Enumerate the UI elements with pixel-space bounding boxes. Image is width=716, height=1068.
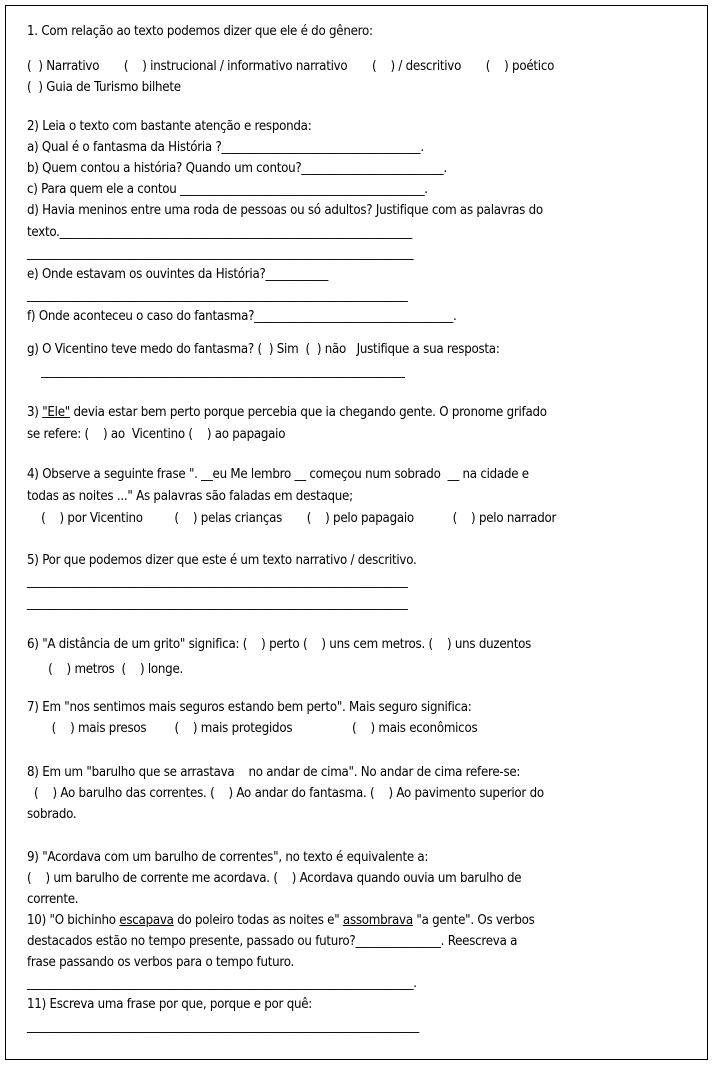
q2-g-line1: g) O Vicentino teve medo do fantasma? ( ) Sim ( ) não Justifique a sua resposta: (27, 342, 500, 357)
q4-options: ( ) por Vicentino ( ) pelas crianças ( ) pelo papagaio ( ) pelo narrador (27, 511, 557, 526)
q2-d-line2: texto.______________________________________________________________ (27, 225, 412, 240)
q10-answer-line: ____________________________________________________________________. (27, 976, 417, 991)
q2-prompt: 2) Leia o texto com bastante atenção e responda: (27, 119, 312, 134)
q9-line3: corrente. (27, 892, 79, 907)
q2-a: a) Qual é o fantasma da História ?___________________________________. (27, 140, 424, 155)
q7-options: ( ) mais presos ( ) mais protegidos ( ) mais econômicos (27, 721, 478, 736)
q5-answer-line2: ___________________________________________________________________ (27, 596, 408, 611)
q10-text: "a gente". Os verbos (412, 913, 535, 928)
q2-f: f) Onde aconteceu o caso do fantasma?___________________________________. (27, 309, 457, 324)
q10-text: 10) "O bichinho (27, 913, 120, 928)
q3-line1 (27, 405, 547, 421)
q4-line2: todas as noites ..." As palavras são faladas em destaque; (27, 489, 353, 504)
q6-line1: 6) "A distância de um grito" significa: ( ) perto ( ) uns cem metros. ( ) uns duzentos (27, 637, 532, 652)
q8-line3: sobrado. (27, 807, 77, 822)
q11-answer-line: _____________________________________________________________________ (27, 1019, 419, 1034)
q10-line2: destacados estão no tempo presente, passado ou futuro?_______________. Reescreva a (27, 934, 518, 949)
q3-prefix: 3) (27, 405, 43, 420)
q1-options-line2: ( ) Guia de Turismo bilhete (27, 80, 181, 95)
q9-prompt: 9) "Acordava com um barulho de correntes", no texto é equivalente a: (27, 850, 429, 865)
q2-c: c) Para quem ele a contou ___________________________________________. (27, 182, 428, 197)
q10-line3: frase passando os verbos para o tempo futuro. (27, 955, 295, 970)
q7-prompt: 7) Em "nos sentimos mais seguros estando bem perto". Mais seguro significa: (27, 700, 472, 715)
q3-line2: se refere: ( ) ao Vicentino ( ) ao papagaio (27, 427, 286, 442)
q5-prompt: 5) Por que podemos dizer que este é um texto narrativo / descritivo. (27, 553, 417, 568)
q2-e-line2: ___________________________________________________________________ (27, 288, 408, 303)
q2-d-line1: d) Havia meninos entre uma roda de pessoas ou só adultos? Justifique com as palavras do (27, 203, 543, 218)
q10-line1 (27, 913, 535, 929)
q5-answer-line1: ___________________________________________________________________ (27, 574, 408, 589)
q1-options-line1: ( ) Narrativo ( ) instrucional / informativo narrativo ( ) / descritivo ( ) poético (27, 59, 555, 74)
q2-e-line1: e) Onde estavam os ouvintes da História?___________ (27, 267, 329, 282)
q8-options: ( ) Ao barulho das correntes. ( ) Ao andar do fantasma. ( ) Ao pavimento superior do (27, 786, 544, 801)
q3-rest: devia estar bem perto porque percebia que ia chegando gente. O pronome grifado (69, 405, 547, 420)
q2-b: b) Quem contou a história? Quando um contou?_________________________. (27, 161, 447, 176)
q3-underlined-pronoun: "Ele" (42, 405, 70, 420)
q8-prompt: 8) Em um "barulho que se arrastava no andar de cima". No andar de cima refere-se: (27, 765, 521, 780)
q6-line2: ( ) metros ( ) longe. (27, 662, 184, 677)
q9-line2: ( ) um barulho de corrente me acordava. ( ) Acordava quando ouvia um barulho de (27, 871, 522, 886)
q10-underlined-assombrava: assombrava (342, 913, 413, 928)
q10-underlined-escapava: escapava (119, 913, 174, 928)
q2-d-line3: ____________________________________________________________________ (27, 246, 414, 261)
q11-prompt: 11) Escreva uma frase por que, porque e por quê: (27, 997, 313, 1012)
q1-prompt: 1. Com relação ao texto podemos dizer que ele é do gênero: (27, 24, 373, 39)
q10-text: do poleiro todas as noites e" (173, 913, 343, 928)
q2-g-line2: ________________________________________________________________ (27, 364, 405, 379)
q4-line1: 4) Observe a seguinte frase ". __eu Me lembro __ começou num sobrado __ na cidade e (27, 467, 529, 482)
